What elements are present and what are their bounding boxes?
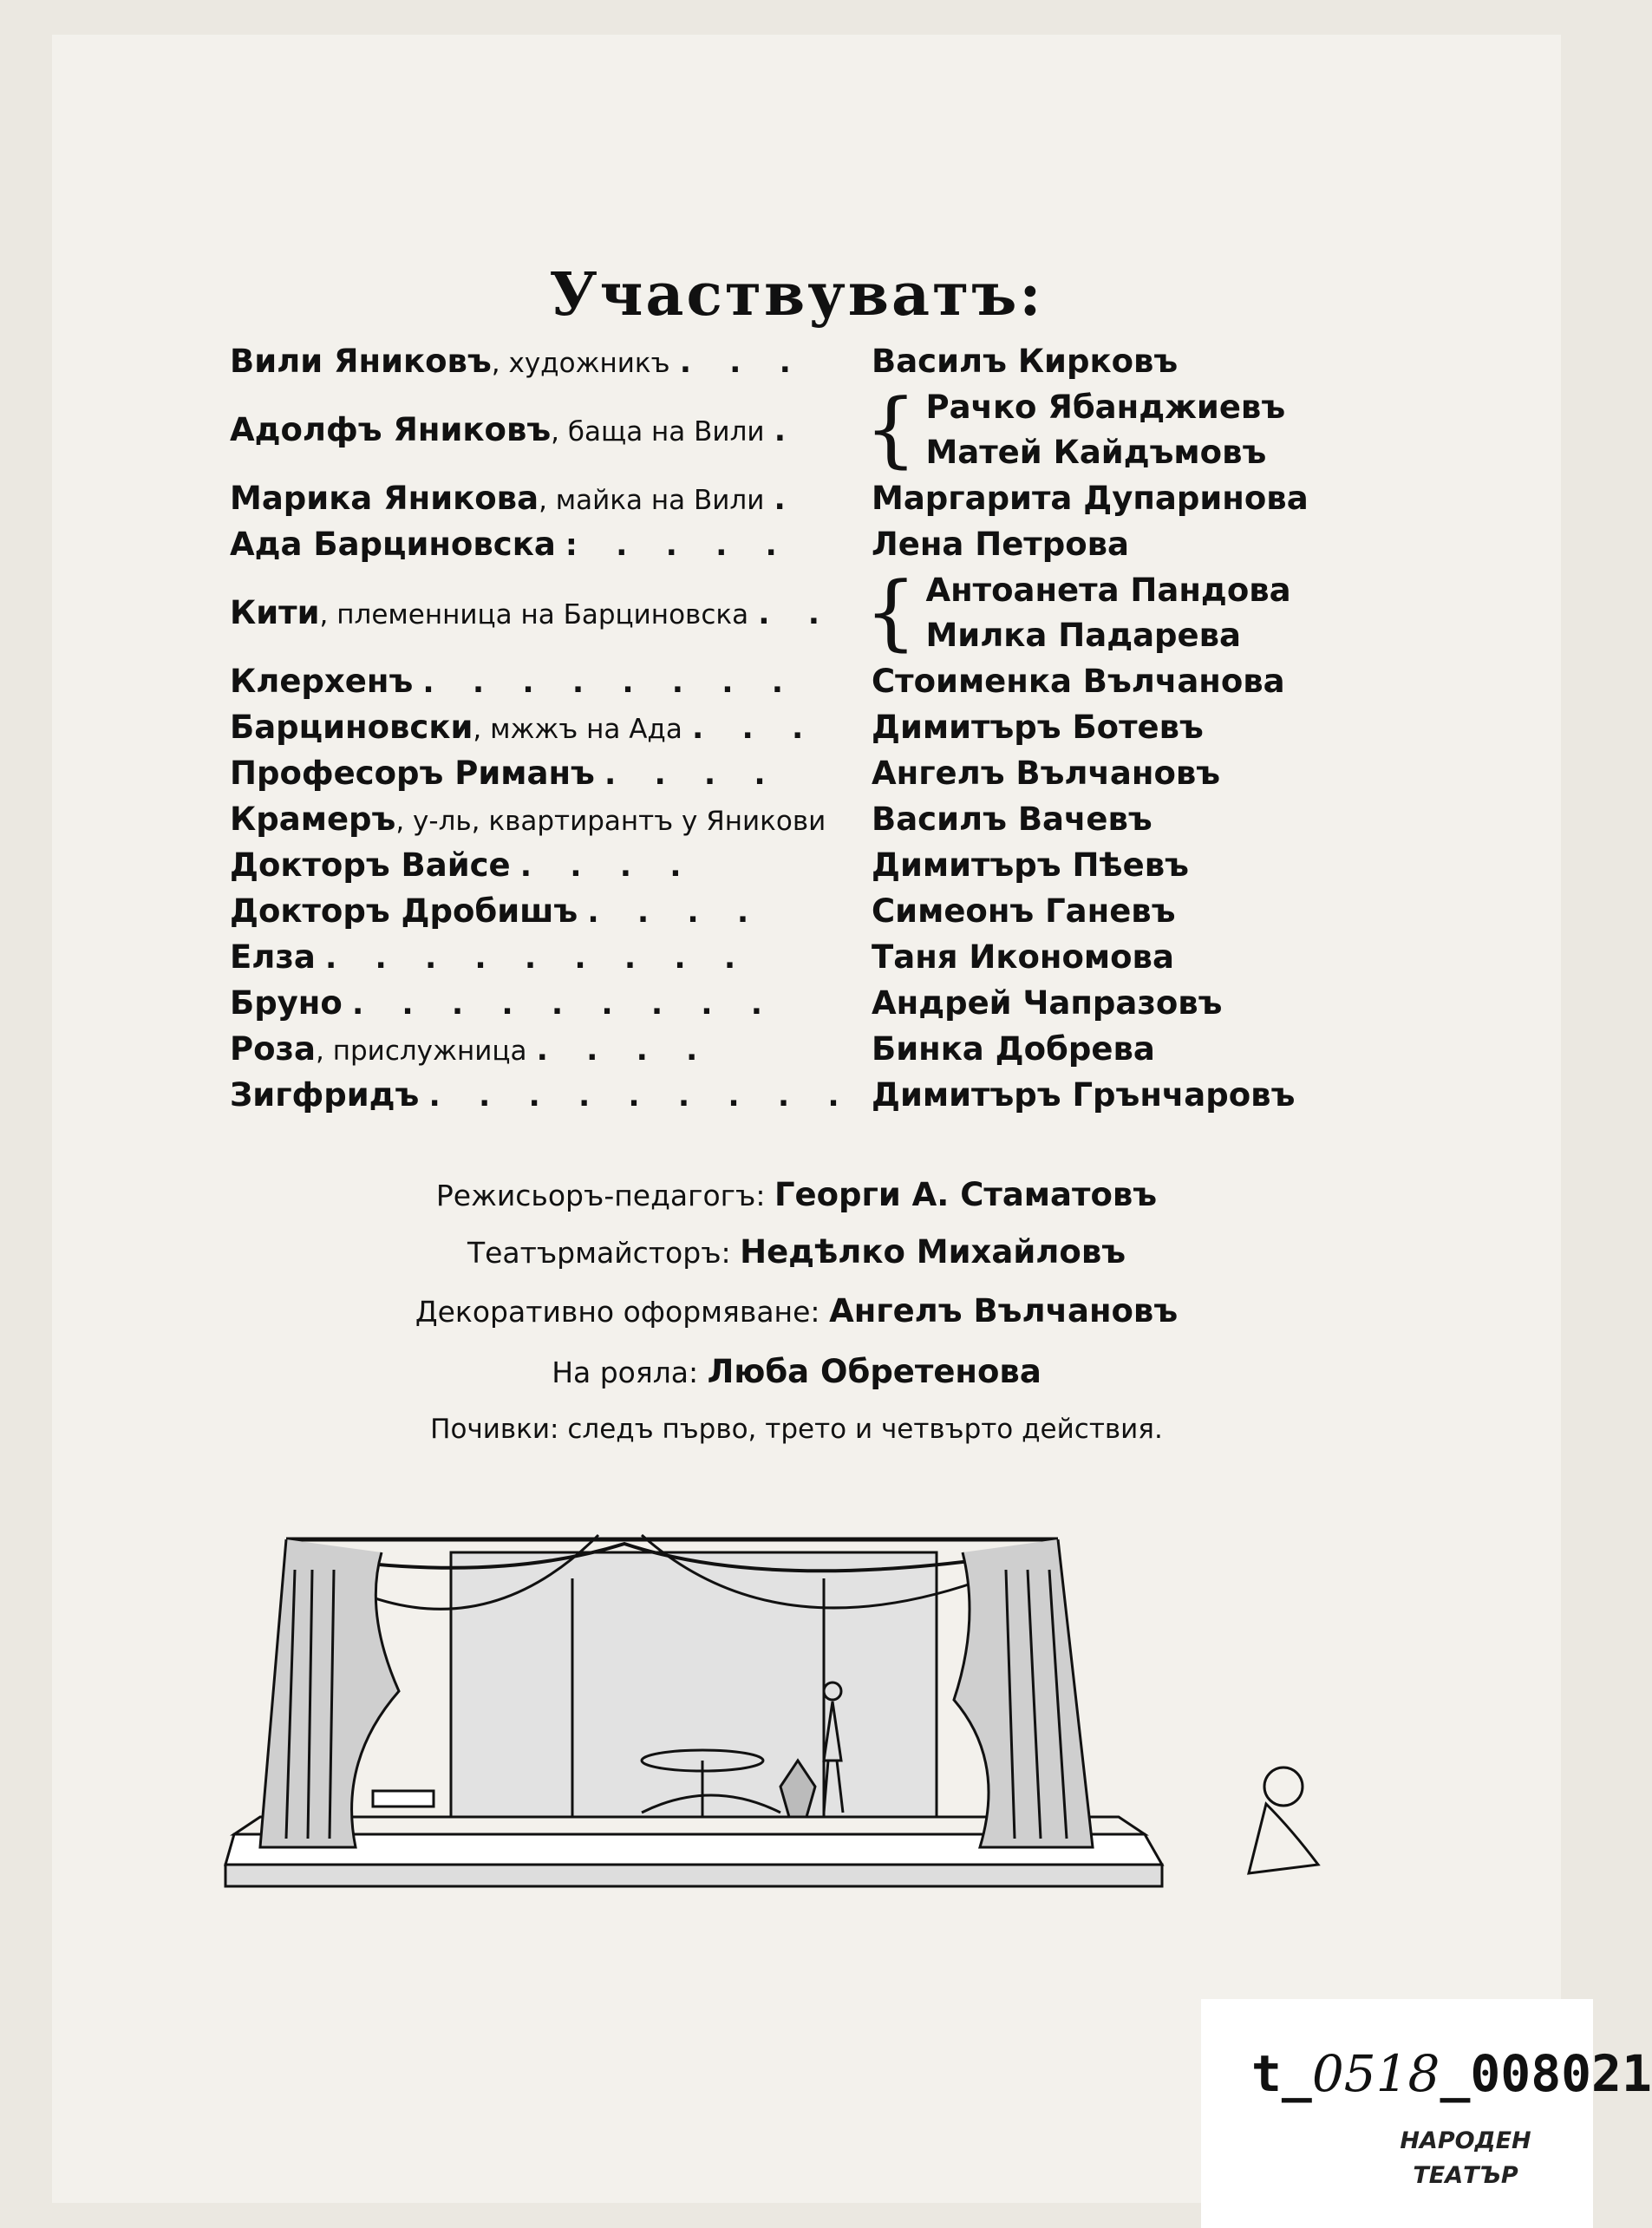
- leader-dots: . . . .: [536, 1033, 712, 1068]
- crew-label: Режисьоръ-педагогъ:: [435, 1179, 766, 1212]
- cast-row: [230, 888, 1357, 934]
- role-name: Елза: [230, 938, 316, 976]
- role-name: Професоръ Риманъ: [230, 755, 595, 792]
- crew-piano: [0, 1353, 1593, 1390]
- role-description: , племенница на Барциновска: [319, 599, 749, 631]
- actor-name: Маргарита Дупаринова: [872, 480, 1309, 517]
- curly-brace-icon: {: [865, 382, 917, 477]
- role-description: , прислужница: [316, 1036, 527, 1067]
- crew-stage-master: [0, 1233, 1593, 1271]
- cast-row: [230, 934, 1357, 980]
- actor-name: Матей Кайдъмовъ: [925, 433, 1267, 471]
- cast-row: [230, 338, 1357, 384]
- role-description: , баща на Вили: [551, 416, 765, 448]
- leader-dots: . . .: [679, 345, 805, 380]
- role-name: Барциновски: [230, 709, 473, 746]
- actor-name: Димитъръ Пѣевъ: [872, 846, 1189, 884]
- code-prefix: t_: [1251, 2044, 1312, 2103]
- crew-label: Декоративно оформяване:: [415, 1295, 820, 1329]
- leader-dots: . . . . . . . . .: [428, 1079, 853, 1114]
- role-description: , у-ль, квартирантъ у Яникови: [395, 806, 826, 837]
- role-description: , мжжъ на Ада: [473, 714, 682, 745]
- stage-illustration: [225, 1500, 1344, 1917]
- actor-name: Антоанета Пандова: [925, 571, 1291, 609]
- leader-dots: . . . .: [604, 757, 780, 792]
- role-name: Вили Яниковъ: [230, 343, 492, 380]
- cast-row: [230, 980, 1357, 1026]
- cast-row: [230, 384, 1357, 475]
- leader-dots: . . . . . . . .: [422, 665, 798, 700]
- role-name: Роза: [230, 1030, 317, 1068]
- actor-name: Таня Икономова: [872, 938, 1174, 976]
- cast-heading: Участвуватъ:: [549, 260, 1044, 330]
- role-name: Марика Яникова: [230, 480, 539, 517]
- crew-director: [0, 1176, 1593, 1213]
- cast-row: [230, 658, 1357, 704]
- actor-name: Милка Падарева: [925, 616, 1242, 654]
- leader-dots: . . . . . . . . .: [351, 987, 777, 1022]
- actor-name: Симеонъ Ганевъ: [872, 892, 1176, 930]
- role-name: Ада Барциновска: [230, 526, 556, 563]
- cast-row: [230, 1072, 1357, 1118]
- role-name: Бруно: [230, 984, 343, 1022]
- role-name: Докторъ Вайсе: [230, 846, 511, 884]
- cast-list: [230, 338, 1357, 1118]
- code-handwritten: 0518: [1311, 2044, 1440, 2103]
- role-name: Зигфридъ: [230, 1076, 420, 1114]
- leader-dots: . . .: [691, 711, 818, 746]
- cast-row: [230, 704, 1357, 750]
- crew-name: Георги А. Стаматовъ: [774, 1176, 1158, 1213]
- crew-label: На рояла:: [552, 1356, 699, 1389]
- cast-row: [230, 750, 1357, 796]
- role-name: Крамеръ: [230, 800, 396, 838]
- actor-name: Лена Петрова: [872, 526, 1130, 563]
- actor-name: Андрей Чапразовъ: [872, 984, 1223, 1022]
- actor-name: Димитъръ Грънчаровъ: [872, 1076, 1296, 1114]
- actor-name: Бинка Добрева: [872, 1030, 1155, 1068]
- logo-line-2: ТЕАТЪР: [1413, 2162, 1518, 2189]
- leader-dots: .: [774, 482, 800, 517]
- national-theatre-logo: [1383, 2086, 1548, 2216]
- role-name: Клерхенъ: [230, 663, 414, 700]
- crew-name: Недѣлко Михайловъ: [740, 1233, 1126, 1271]
- leader-dots: : . . . .: [565, 528, 791, 563]
- leader-dots: . . . . . . . . .: [324, 941, 750, 976]
- crew-decor: [0, 1292, 1593, 1330]
- leader-dots: . .: [758, 597, 834, 631]
- actor-name: Василъ Вачевъ: [872, 800, 1152, 838]
- actor-name: Ангелъ Вълчановъ: [872, 755, 1221, 792]
- leader-dots: . . . .: [587, 895, 763, 930]
- archive-stamp: [1201, 1999, 1652, 2228]
- cast-row: [230, 842, 1357, 888]
- role-name: Адолфъ Яниковъ: [230, 411, 552, 448]
- crew-name: Ангелъ Вълчановъ: [829, 1292, 1179, 1330]
- actor-name: Димитъръ Ботевъ: [872, 709, 1204, 746]
- role-description: , майка на Вили: [539, 485, 765, 516]
- intermissions-note: Почивки: следъ първо, трето и четвърто действия.: [430, 1414, 1163, 1445]
- role-name: Докторъ Дробишъ: [230, 892, 578, 930]
- curly-brace-icon: {: [865, 565, 917, 660]
- actor-name: Стоименка Вълчанова: [872, 663, 1285, 700]
- leader-dots: . . . .: [519, 849, 695, 884]
- cast-row: [230, 1026, 1357, 1072]
- role-description: , художникъ: [491, 348, 670, 379]
- logo-line-1: НАРОДЕН: [1400, 2127, 1531, 2154]
- code-suffix: _008021: [1440, 2044, 1652, 2103]
- role-name: Кити: [230, 594, 320, 631]
- leader-dots: .: [774, 414, 800, 448]
- crew-label: Театърмайсторъ:: [467, 1236, 731, 1270]
- crew-name: Люба Обретенова: [707, 1353, 1041, 1390]
- actor-name: Рачко Ябанджиевъ: [925, 388, 1286, 426]
- cast-row: [230, 475, 1357, 521]
- cast-row: [230, 567, 1357, 658]
- actor-name: Василъ Кирковъ: [872, 343, 1179, 380]
- cast-row: [230, 521, 1357, 567]
- cast-row: [230, 796, 1357, 842]
